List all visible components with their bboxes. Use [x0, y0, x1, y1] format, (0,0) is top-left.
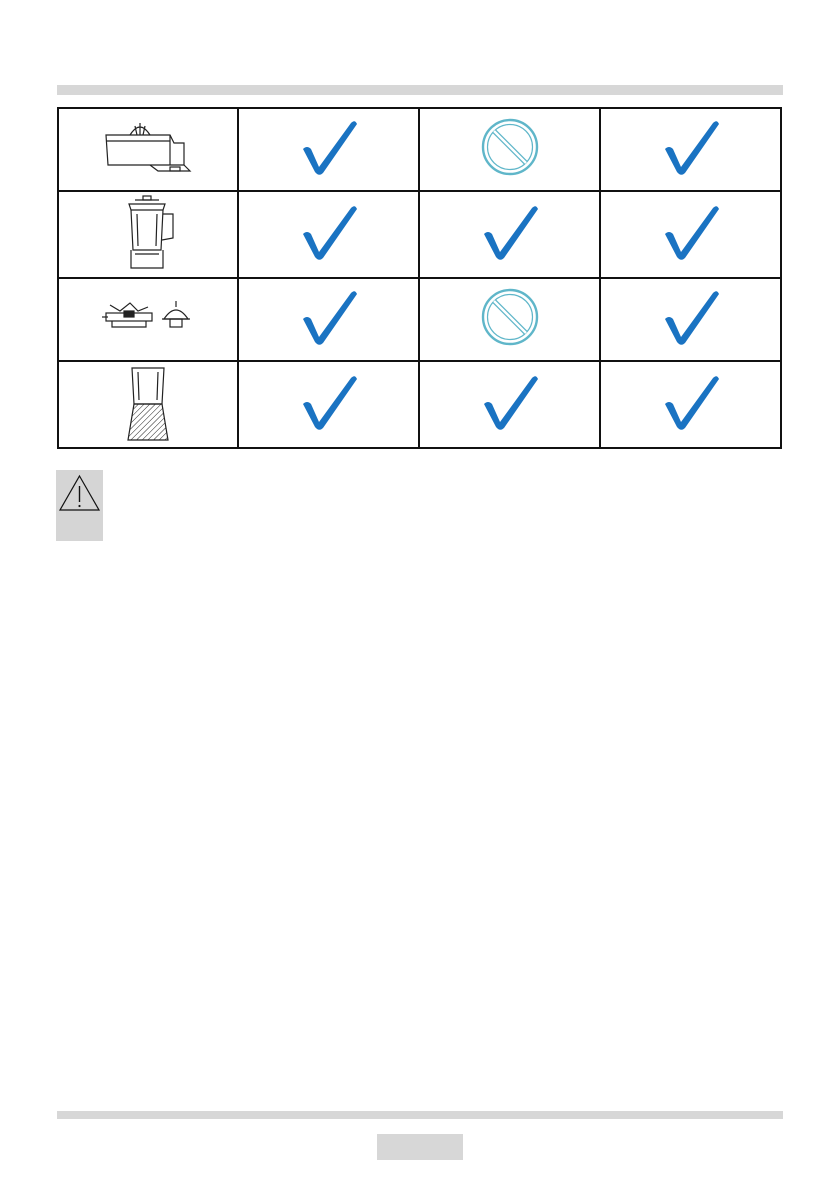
check-icon [478, 372, 542, 437]
table-row [58, 108, 781, 191]
compatibility-cell [238, 191, 419, 278]
blender-jug-icon [113, 192, 183, 277]
citrus-juicer-icon [100, 115, 196, 184]
attachment-cell [58, 361, 238, 448]
check-icon [297, 117, 361, 182]
header-rule [57, 85, 783, 95]
table-row [58, 191, 781, 278]
attachment-cell [58, 108, 238, 191]
warning-box [56, 470, 103, 541]
compatibility-cell [419, 278, 600, 361]
compatibility-cell [419, 361, 600, 448]
compatibility-table [57, 107, 782, 449]
check-icon [659, 202, 723, 267]
compatibility-cell [600, 278, 781, 361]
compatibility-cell [419, 108, 600, 191]
table-row [58, 278, 781, 361]
compatibility-cell [238, 361, 419, 448]
compatibility-cell [238, 278, 419, 361]
check-icon [297, 372, 361, 437]
table-body [58, 108, 781, 448]
check-icon [297, 287, 361, 352]
grinder-cup-icon [118, 362, 178, 447]
check-icon [659, 372, 723, 437]
table-row [58, 361, 781, 448]
attachment-cell [58, 191, 238, 278]
check-icon [659, 287, 723, 352]
page-number-box [377, 1134, 463, 1160]
prohibited-icon [479, 286, 541, 353]
compatibility-cell [600, 191, 781, 278]
prohibited-icon [479, 116, 541, 183]
check-icon [478, 202, 542, 267]
compatibility-cell [238, 108, 419, 191]
attachment-cell [58, 278, 238, 361]
compatibility-cell [419, 191, 600, 278]
warning-triangle-icon [56, 470, 103, 541]
compatibility-cell [600, 361, 781, 448]
blade-assembly-icon [98, 297, 198, 342]
check-icon [297, 202, 361, 267]
check-icon [659, 117, 723, 182]
compatibility-cell [600, 108, 781, 191]
footer-rule [57, 1111, 783, 1119]
